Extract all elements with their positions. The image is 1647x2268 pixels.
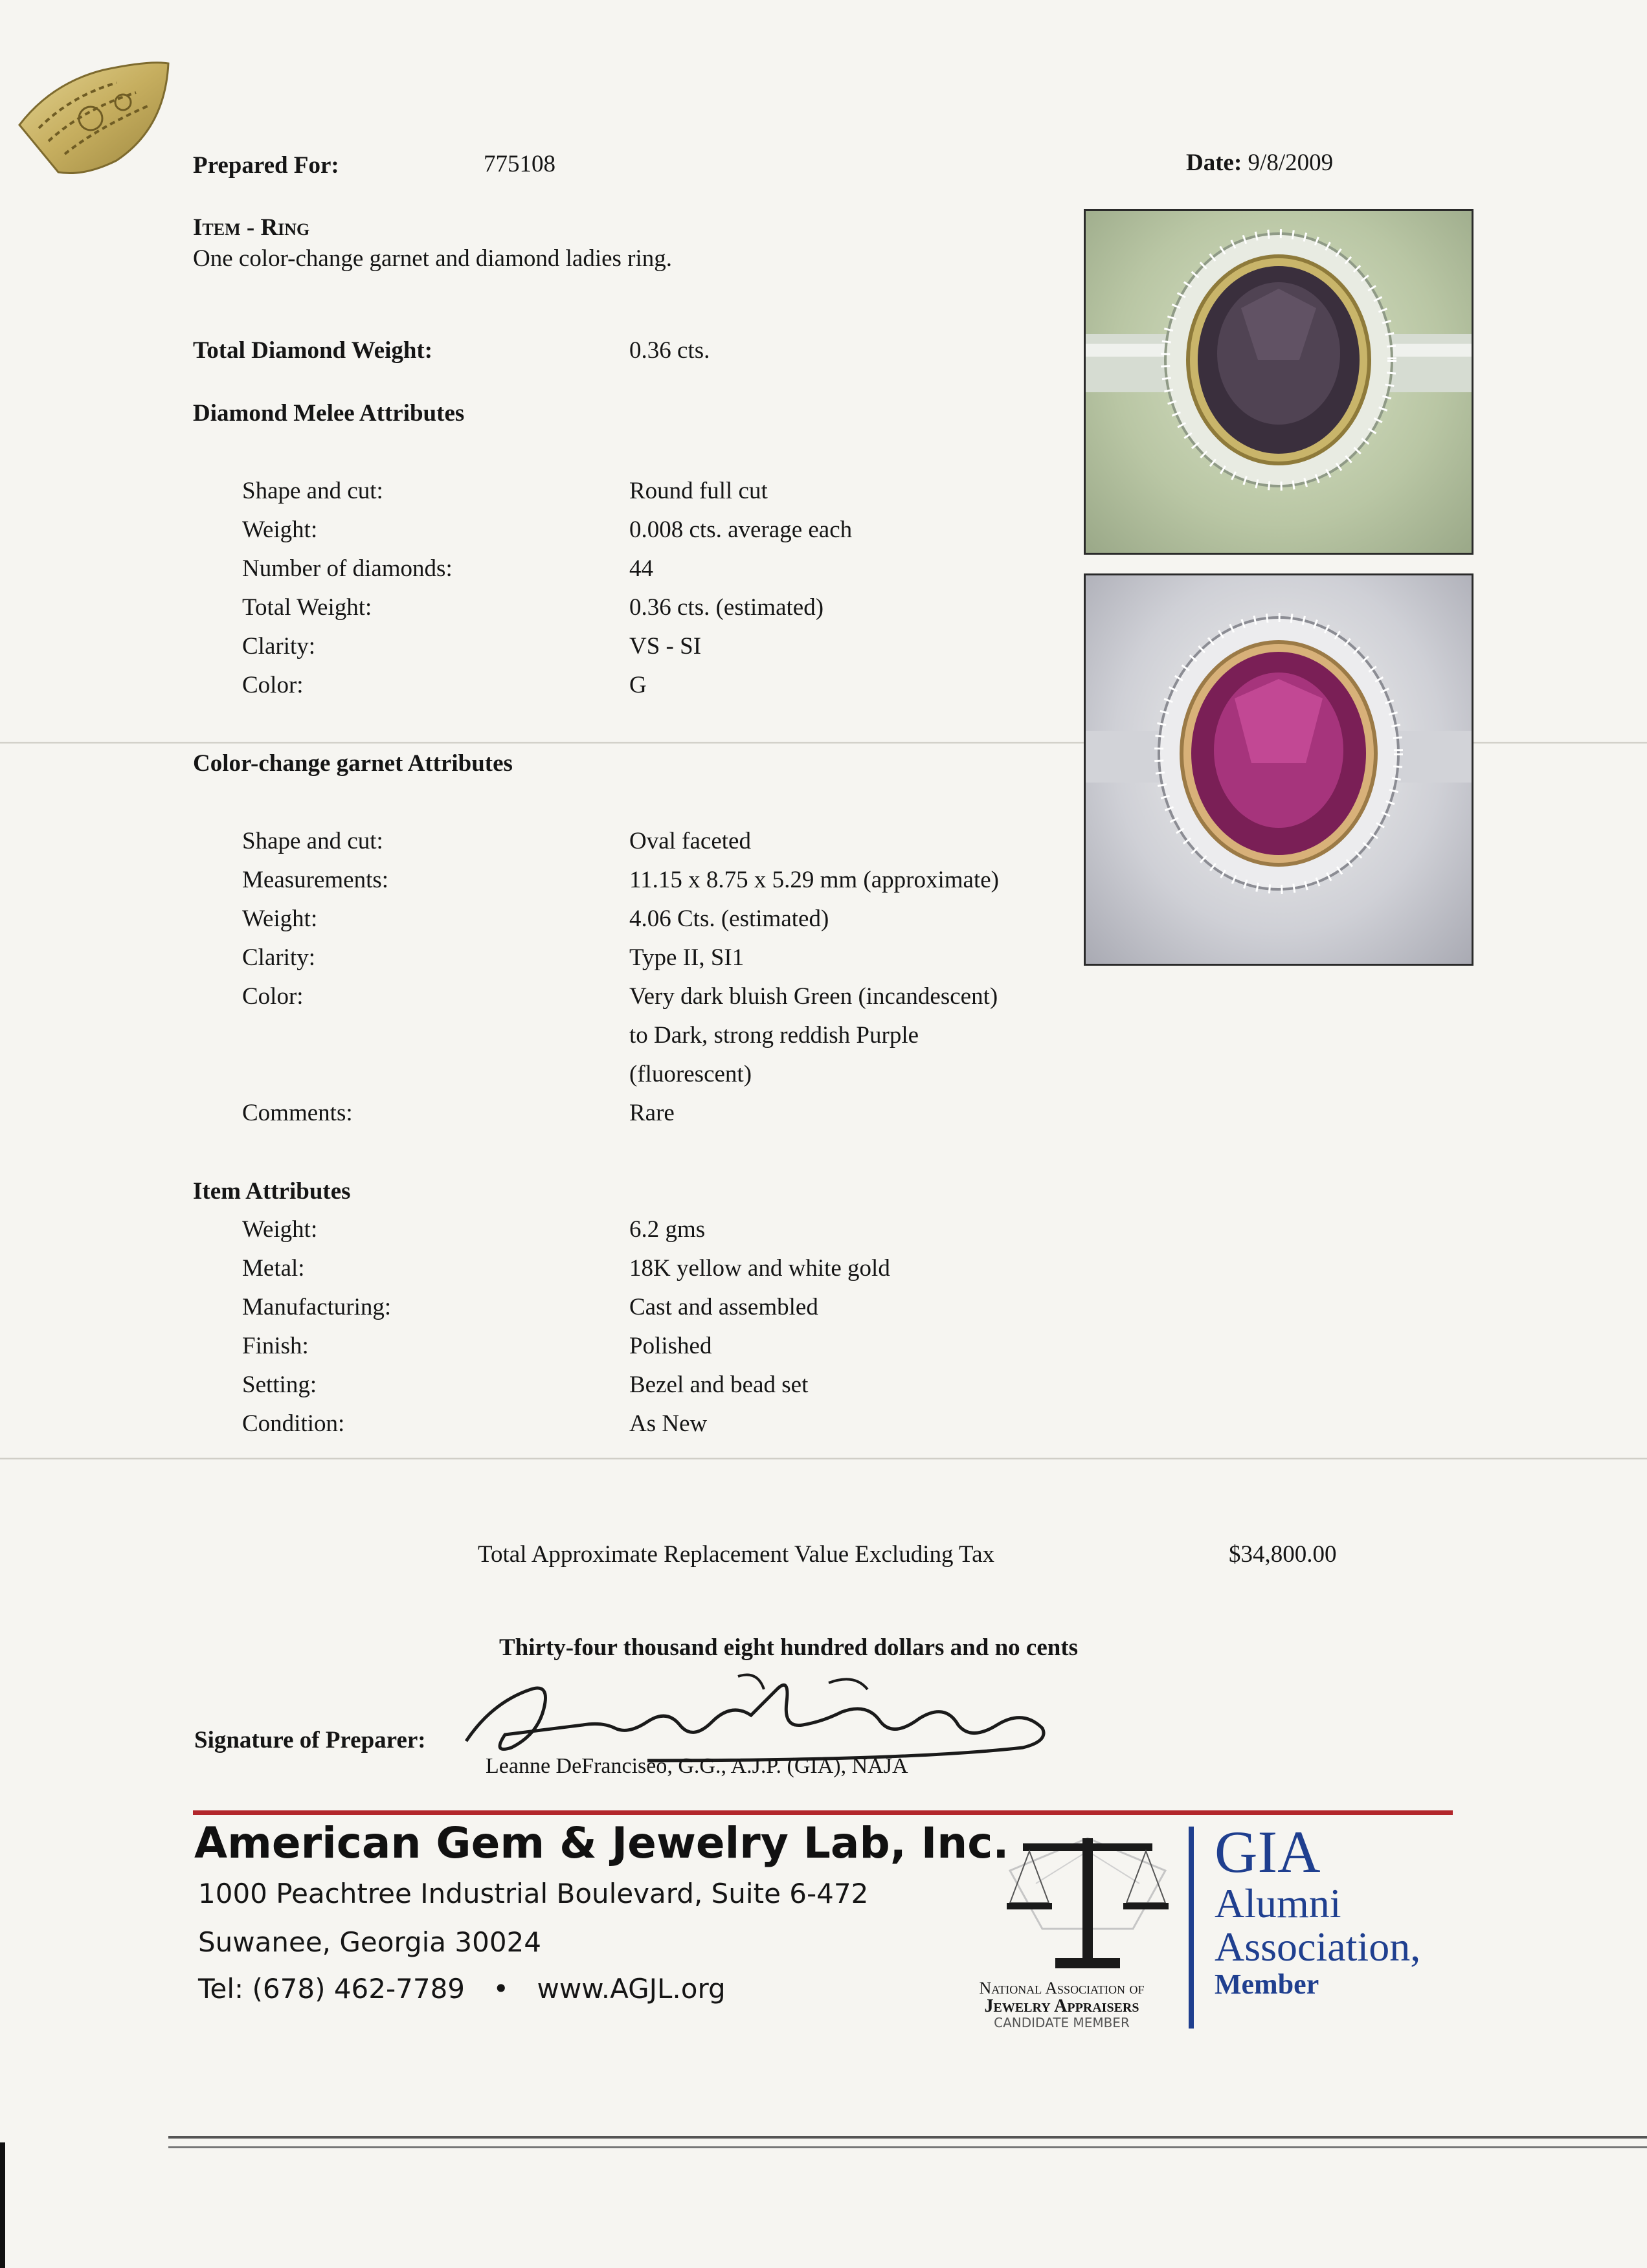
garnet-label: Clarity:: [242, 944, 316, 971]
item-attr-label: Condition:: [242, 1410, 345, 1437]
naja-caption: [932, 1979, 1191, 2030]
company-phone: Tel: (678) 462-7789: [198, 1973, 465, 2005]
garnet-label: Measurements:: [242, 867, 389, 893]
preparer-name: Leanne DeFranciseo, G.G., A.J.P. (GIA), NAJA: [486, 1754, 908, 1778]
garnet-value: Very dark bluish Green (incandescent): [629, 983, 998, 1010]
item-attr-label: Weight:: [242, 1216, 318, 1243]
melee-label: Number of diamonds:: [242, 555, 453, 582]
garnet-label: Shape and cut:: [242, 828, 383, 854]
item-attr-value: 6.2 gms: [629, 1216, 706, 1243]
item-attr-value: Bezel and bead set: [629, 1372, 809, 1398]
melee-value: G: [629, 672, 647, 698]
item-attr-label: Metal:: [242, 1255, 305, 1282]
item-attr-value: Cast and assembled: [629, 1294, 818, 1320]
paper-fold-line: [0, 1458, 1647, 1460]
company-contact: [198, 1975, 726, 2003]
prepared-for-label: Prepared For:: [193, 152, 339, 179]
item-attr-value: As New: [629, 1410, 708, 1437]
item-attr-value: 18K yellow and white gold: [629, 1255, 890, 1282]
gia-logo: [1215, 1819, 1421, 2001]
diamond-melee-heading: Diamond Melee Attributes: [193, 400, 465, 427]
gia-divider: [1189, 1827, 1194, 2029]
garnet-label: Comments:: [242, 1100, 353, 1126]
garnet-value: 4.06 Cts. (estimated): [629, 906, 829, 932]
date-label: Date:: [1186, 150, 1242, 176]
bottom-edge-line: [168, 2136, 1647, 2139]
scales-of-justice-icon: [984, 1825, 1191, 1974]
date: [1186, 151, 1333, 175]
garnet-value: (fluorescent): [629, 1061, 752, 1087]
ring-photo-incandescent: [1084, 209, 1473, 555]
melee-value: Round full cut: [629, 478, 768, 504]
item-attr-value: Polished: [629, 1333, 712, 1359]
valuation-label: Total Approximate Replacement Value Excluding Tax: [478, 1541, 994, 1568]
gia-title: GIA: [1215, 1819, 1321, 1885]
bottom-edge-line: [168, 2146, 1647, 2148]
naja-line-2: Jewelry Appraisers: [984, 1996, 1139, 2017]
left-edge-mark: [0, 2142, 5, 2268]
garnet-value: Type II, SI1: [629, 944, 745, 971]
melee-value: 44: [629, 555, 653, 582]
item-attr-label: Setting:: [242, 1372, 317, 1398]
melee-label: Total Weight:: [242, 594, 372, 621]
melee-label: Clarity:: [242, 633, 316, 660]
garnet-label: Color:: [242, 983, 304, 1010]
ring-illustration: [1086, 211, 1472, 553]
ring-illustration: [1086, 575, 1472, 964]
ring-photo-fluorescent: [1084, 573, 1473, 966]
melee-value: VS - SI: [629, 633, 702, 660]
melee-label: Shape and cut:: [242, 478, 383, 504]
company-name: American Gem & Jewelry Lab, Inc.: [194, 1818, 1009, 1868]
gold-seal-icon: [13, 57, 175, 177]
total-diamond-weight-value: 0.36 cts.: [629, 337, 710, 364]
garnet-value: Rare: [629, 1100, 675, 1126]
item-attr-label: Finish:: [242, 1333, 309, 1359]
naja-line-3: CANDIDATE MEMBER: [994, 2014, 1130, 2030]
item-heading: Item - Ring: [193, 214, 310, 241]
gia-member: Member: [1215, 1968, 1319, 2001]
date-value: 9/8/2009: [1248, 150, 1334, 176]
melee-value: 0.36 cts. (estimated): [629, 594, 824, 621]
item-attributes-heading: Item Attributes: [193, 1178, 351, 1205]
garnet-value: Oval faceted: [629, 828, 751, 854]
gia-alumni: Alumni: [1215, 1880, 1341, 1926]
company-address-2: Suwanee, Georgia 30024: [198, 1926, 542, 1958]
naja-line-1: National Association of: [979, 1979, 1145, 1997]
company-address-1: 1000 Peachtree Industrial Boulevard, Suite 6-472: [198, 1878, 869, 1909]
garnet-heading: Color-change garnet Attributes: [193, 750, 513, 777]
garnet-value: to Dark, strong reddish Purple: [629, 1022, 919, 1049]
melee-label: Weight:: [242, 517, 318, 543]
valuation-words: Thirty-four thousand eight hundred dollars and no cents: [499, 1634, 1079, 1661]
garnet-value: 11.15 x 8.75 x 5.29 mm (approximate): [629, 867, 1000, 893]
item-attr-label: Manufacturing:: [242, 1294, 392, 1320]
footer-rule: [193, 1810, 1453, 1815]
melee-value: 0.008 cts. average each: [629, 517, 853, 543]
prepared-for-value: 775108: [484, 151, 555, 177]
valuation-value: $34,800.00: [1229, 1541, 1337, 1568]
company-website[interactable]: www.AGJL.org: [537, 1973, 726, 2005]
gia-association: Association,: [1215, 1924, 1421, 1970]
melee-label: Color:: [242, 672, 304, 698]
garnet-label: Weight:: [242, 906, 318, 932]
signature-label: Signature of Preparer:: [194, 1727, 426, 1753]
item-description: One color-change garnet and diamond ladies ring.: [193, 245, 673, 272]
bullet: •: [493, 1973, 510, 2005]
total-diamond-weight-label: Total Diamond Weight:: [193, 337, 433, 364]
